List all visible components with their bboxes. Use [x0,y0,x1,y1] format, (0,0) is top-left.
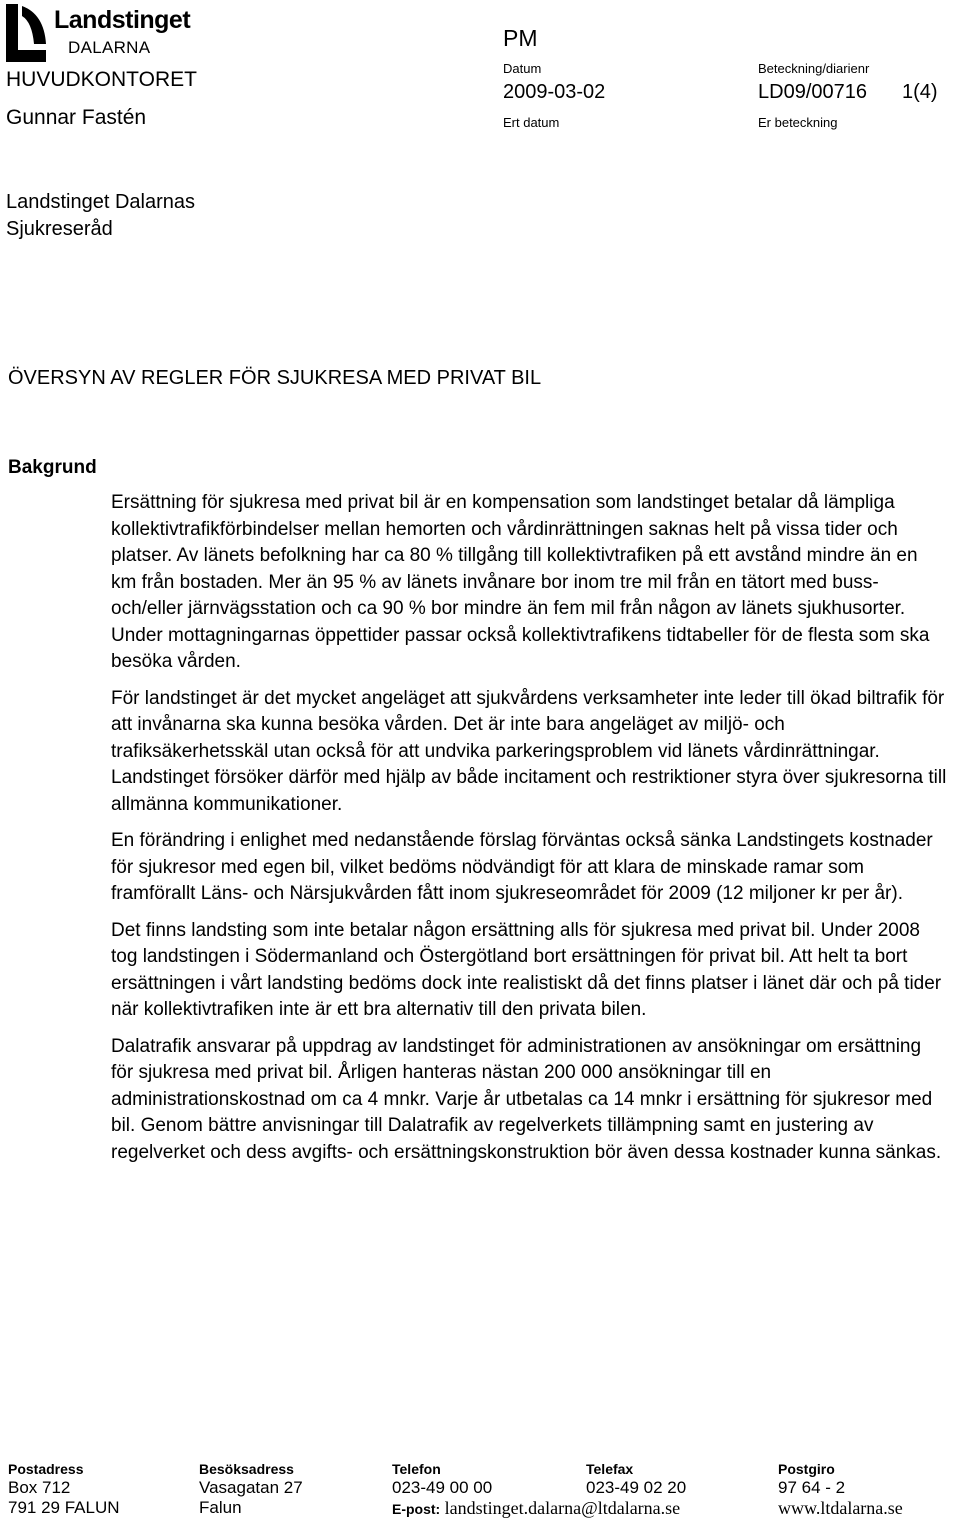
ref-label: Beteckning/diarienr [758,61,870,76]
footer-visit-line-2: Falun [199,1498,242,1517]
recipient-line-1: Landstinget Dalarnas [6,191,196,213]
ref-value: LD09/00716 [758,81,867,103]
footer-postal [8,1460,120,1518]
footer-giro [778,1460,903,1518]
date-value: 2009-03-02 [503,81,606,103]
page-number: 1(4) [902,81,938,103]
footer-visit [199,1460,303,1518]
date-label: Datum [503,61,542,76]
paragraph: En förändring i enlighet med nedanstående förslag förväntas också sänka Landstingets kostnader för sjukresor med egen bil, vilket bedöms nödvändigt för att klara de minskade ramar som framförallt Läns- och Närsjukvården fått inom sjukreseområdet för 2009 (12 miljoner kr per år). [111,830,933,904]
footer-phone-number: 023-49 00 00 [392,1478,493,1497]
logo [4,4,191,60]
recipient-line-2: Sjukreseråd [6,218,113,240]
footer-giro-label: Postgiro [778,1461,835,1477]
logo-region: DALARNA [68,38,151,57]
paragraph: Det finns landsting som inte betalar någon ersättning alls för sjukresa med privat bil. Under 2008 tog landstingen i Södermanland och Östergötland bort ersättningen för privat bil. Att helt ta bort ersättningen i vårt landsting bedöms dock inte realistiskt då det finns platser i länet där och på tider när kollektivtrafiken inte är ett bra alternativ till den privata bilen. [111,919,942,1020]
footer-postal-label: Postadress [8,1461,84,1477]
footer-giro-number: 97 64 - 2 [778,1478,846,1497]
paragraph: För landstinget är det mycket angeläget att sjukvårdens verksamheter inte leder till ökad biltrafik för att invånarna ska kunna besöka vården. Det är inte bara angeläget av miljö- och trafiksäkerhetsskäl utan också för att undvika parkeringsproblem vid länets vårdinrättningar. Landstinget försöker därför med hjälp av både incitament och restriktioner styra över sjukresorna till allmänna kommunikationer. [111,687,947,815]
footer-email-label: E-post: [392,1501,441,1517]
footer-visit-line-1: Vasagatan 27 [199,1478,303,1497]
your-ref-label: Er beteckning [758,115,838,130]
logo-name: Landstinget [54,6,191,34]
footer-fax [586,1460,686,1498]
landstinget-logo-icon [4,4,50,64]
your-date-label: Ert datum [503,115,560,130]
footer-phone-label: Telefon [392,1461,441,1477]
department: HUVUDKONTORET [6,68,197,91]
footer-postal-line-1: Box 712 [8,1478,71,1497]
paragraph: Dalatrafik ansvarar på uppdrag av landstinget för administrationen av ansökningar om ersättning för sjukresa med privat bil. Årligen hanteras nästan 200 000 ansökningar till en administrationskostnad om ca 4 mnkr. Varje år utbetalas ca 14 mnkr i ersättning för sjukresor med bil. Genom bättre anvisningar till Dalatrafik av regelverkets tillämpning samt en justering av regelverket och dess avgifts- och ersättningskonstruktion bör även dessa kostnader kunna sänkas. [111,1035,942,1163]
author: Gunnar Fastén [6,106,147,129]
footer-email-address[interactable]: landstinget.dalarna@ltdalarna.se [444,1498,681,1518]
footer-postal-line-2: 791 29 FALUN [8,1498,120,1517]
footer-website[interactable]: www.ltdalarna.se [778,1498,903,1518]
paragraph: Ersättning för sjukresa med privat bil är en kompensation som landstinget betalar då lämpliga kollektivtrafikförbindelser mellan hemorten och vårdinrättningen saknas helt på vissa tider och platser. Av länets befolkning har ca 80 % tillgång till kollektivtrafiken på ett avstånd mindre än en km från bostaden. Mer än 95 % av länets invånare bor inom tre mil från en tätort med buss- och/eller järnvägsstation och ca 90 % bor mindre än fem mil från någon av länets sjukhusorter. Under mottagningarnas öppettider passar också kollektivtrafikens tidtabeller för de flesta som ska besöka vården. [111,492,930,672]
footer-fax-label: Telefax [586,1461,634,1477]
document-title: ÖVERSYN AV REGLER FÖR SJUKRESA MED PRIVAT BIL [8,367,542,389]
section-heading: Bakgrund [8,457,97,478]
document-body [111,490,947,1176]
footer-visit-label: Besöksadress [199,1461,294,1477]
doc-type: PM [503,25,538,51]
footer-email [392,1498,680,1520]
footer-fax-number: 023-49 02 20 [586,1478,687,1497]
